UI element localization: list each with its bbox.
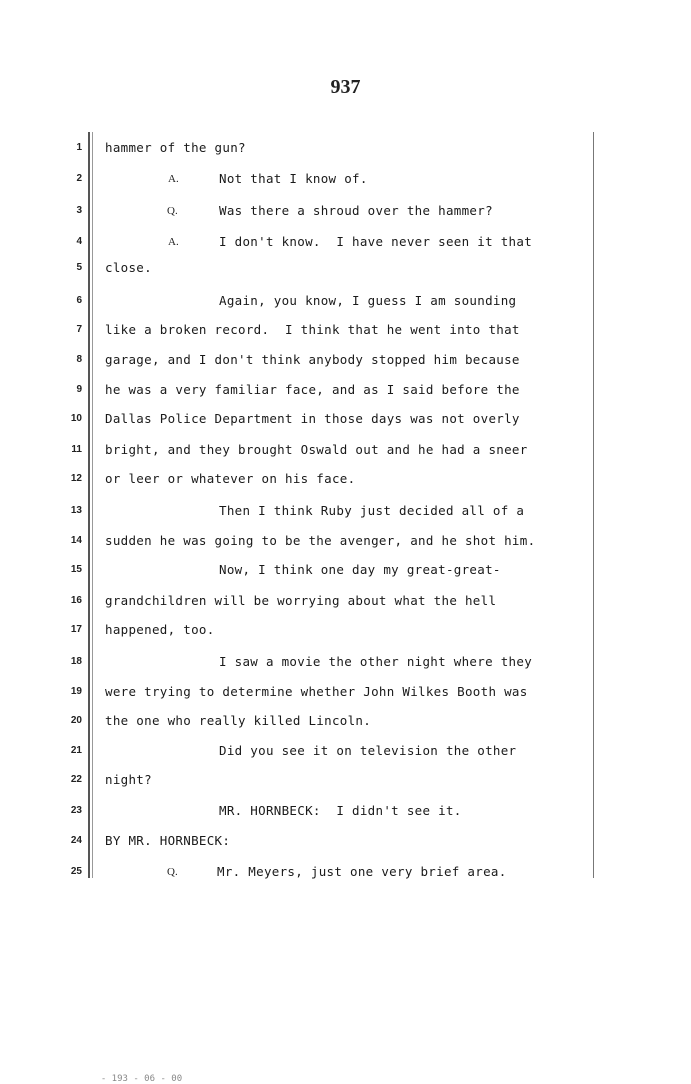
line-text: happened, too.	[105, 622, 215, 637]
line-number: 19	[70, 686, 82, 697]
line-text: Did you see it on television the other	[219, 743, 517, 758]
line-number: 15	[70, 564, 82, 575]
line-text: close.	[105, 260, 152, 275]
line-text: I saw a movie the other night where they	[219, 654, 533, 669]
line-text: Again, you know, I guess I am sounding	[219, 293, 517, 308]
line-number: 24	[70, 835, 82, 846]
line-text: Not that I know of.	[219, 171, 368, 186]
line-number: 25	[70, 866, 82, 877]
line-text: the one who really killed Lincoln.	[105, 713, 372, 728]
line-text: Mr. Meyers, just one very brief area.	[217, 864, 507, 879]
line-text: BY MR. HORNBECK:	[105, 833, 231, 848]
line-text: MR. HORNBECK: I didn't see it.	[219, 803, 462, 818]
speaker-label: A.	[168, 173, 179, 185]
speaker-label: Q.	[167, 866, 178, 878]
line-number: 4	[76, 236, 82, 247]
line-number: 12	[70, 473, 82, 484]
line-number: 1	[76, 142, 82, 153]
line-text: he was a very familiar face, and as I said before the	[105, 382, 520, 397]
line-text: like a broken record. I think that he went into that	[105, 322, 520, 337]
line-number: 9	[76, 384, 82, 395]
line-number: 14	[70, 535, 82, 546]
line-text: Then I think Ruby just decided all of a	[219, 503, 525, 518]
line-number: 21	[70, 745, 82, 756]
line-number: 2	[76, 173, 82, 184]
line-text: Was there a shroud over the hammer?	[219, 203, 493, 218]
line-text: hammer of the gun?	[105, 140, 246, 155]
footer-mark: - 193 - 06 - 00	[90, 1074, 183, 1084]
line-text: sudden he was going to be the avenger, and he shot him.	[105, 533, 536, 548]
line-number: 20	[70, 715, 82, 726]
line-text: Now, I think one day my great-great-	[219, 562, 501, 577]
speaker-label: A.	[168, 236, 179, 248]
line-text: Dallas Police Department in those days was not overly	[105, 411, 520, 426]
line-number: 6	[76, 295, 82, 306]
page-number: 937	[330, 76, 361, 98]
line-number: 18	[70, 656, 82, 667]
line-number: 3	[76, 205, 82, 216]
line-text: night?	[105, 772, 152, 787]
line-number: 10	[70, 413, 82, 424]
line-number: 22	[70, 774, 82, 785]
line-text: I don't know. I have never seen it that	[219, 234, 533, 249]
line-text: bright, and they brought Oswald out and he had a sneer	[105, 442, 528, 457]
line-number: 17	[70, 624, 82, 635]
line-number: 8	[76, 354, 82, 365]
line-number: 23	[70, 805, 82, 816]
line-text: or leer or whatever on his face.	[105, 471, 356, 486]
line-text: garage, and I don't think anybody stopped him because	[105, 352, 520, 367]
line-text: grandchildren will be worrying about what the hell	[105, 593, 497, 608]
line-number: 5	[76, 262, 82, 273]
line-number: 11	[71, 444, 82, 455]
speaker-label: Q.	[167, 205, 178, 217]
line-number: 13	[70, 505, 82, 516]
line-number: 16	[70, 595, 82, 606]
line-number: 7	[76, 324, 82, 335]
line-text: were trying to determine whether John Wilkes Booth was	[105, 684, 528, 699]
